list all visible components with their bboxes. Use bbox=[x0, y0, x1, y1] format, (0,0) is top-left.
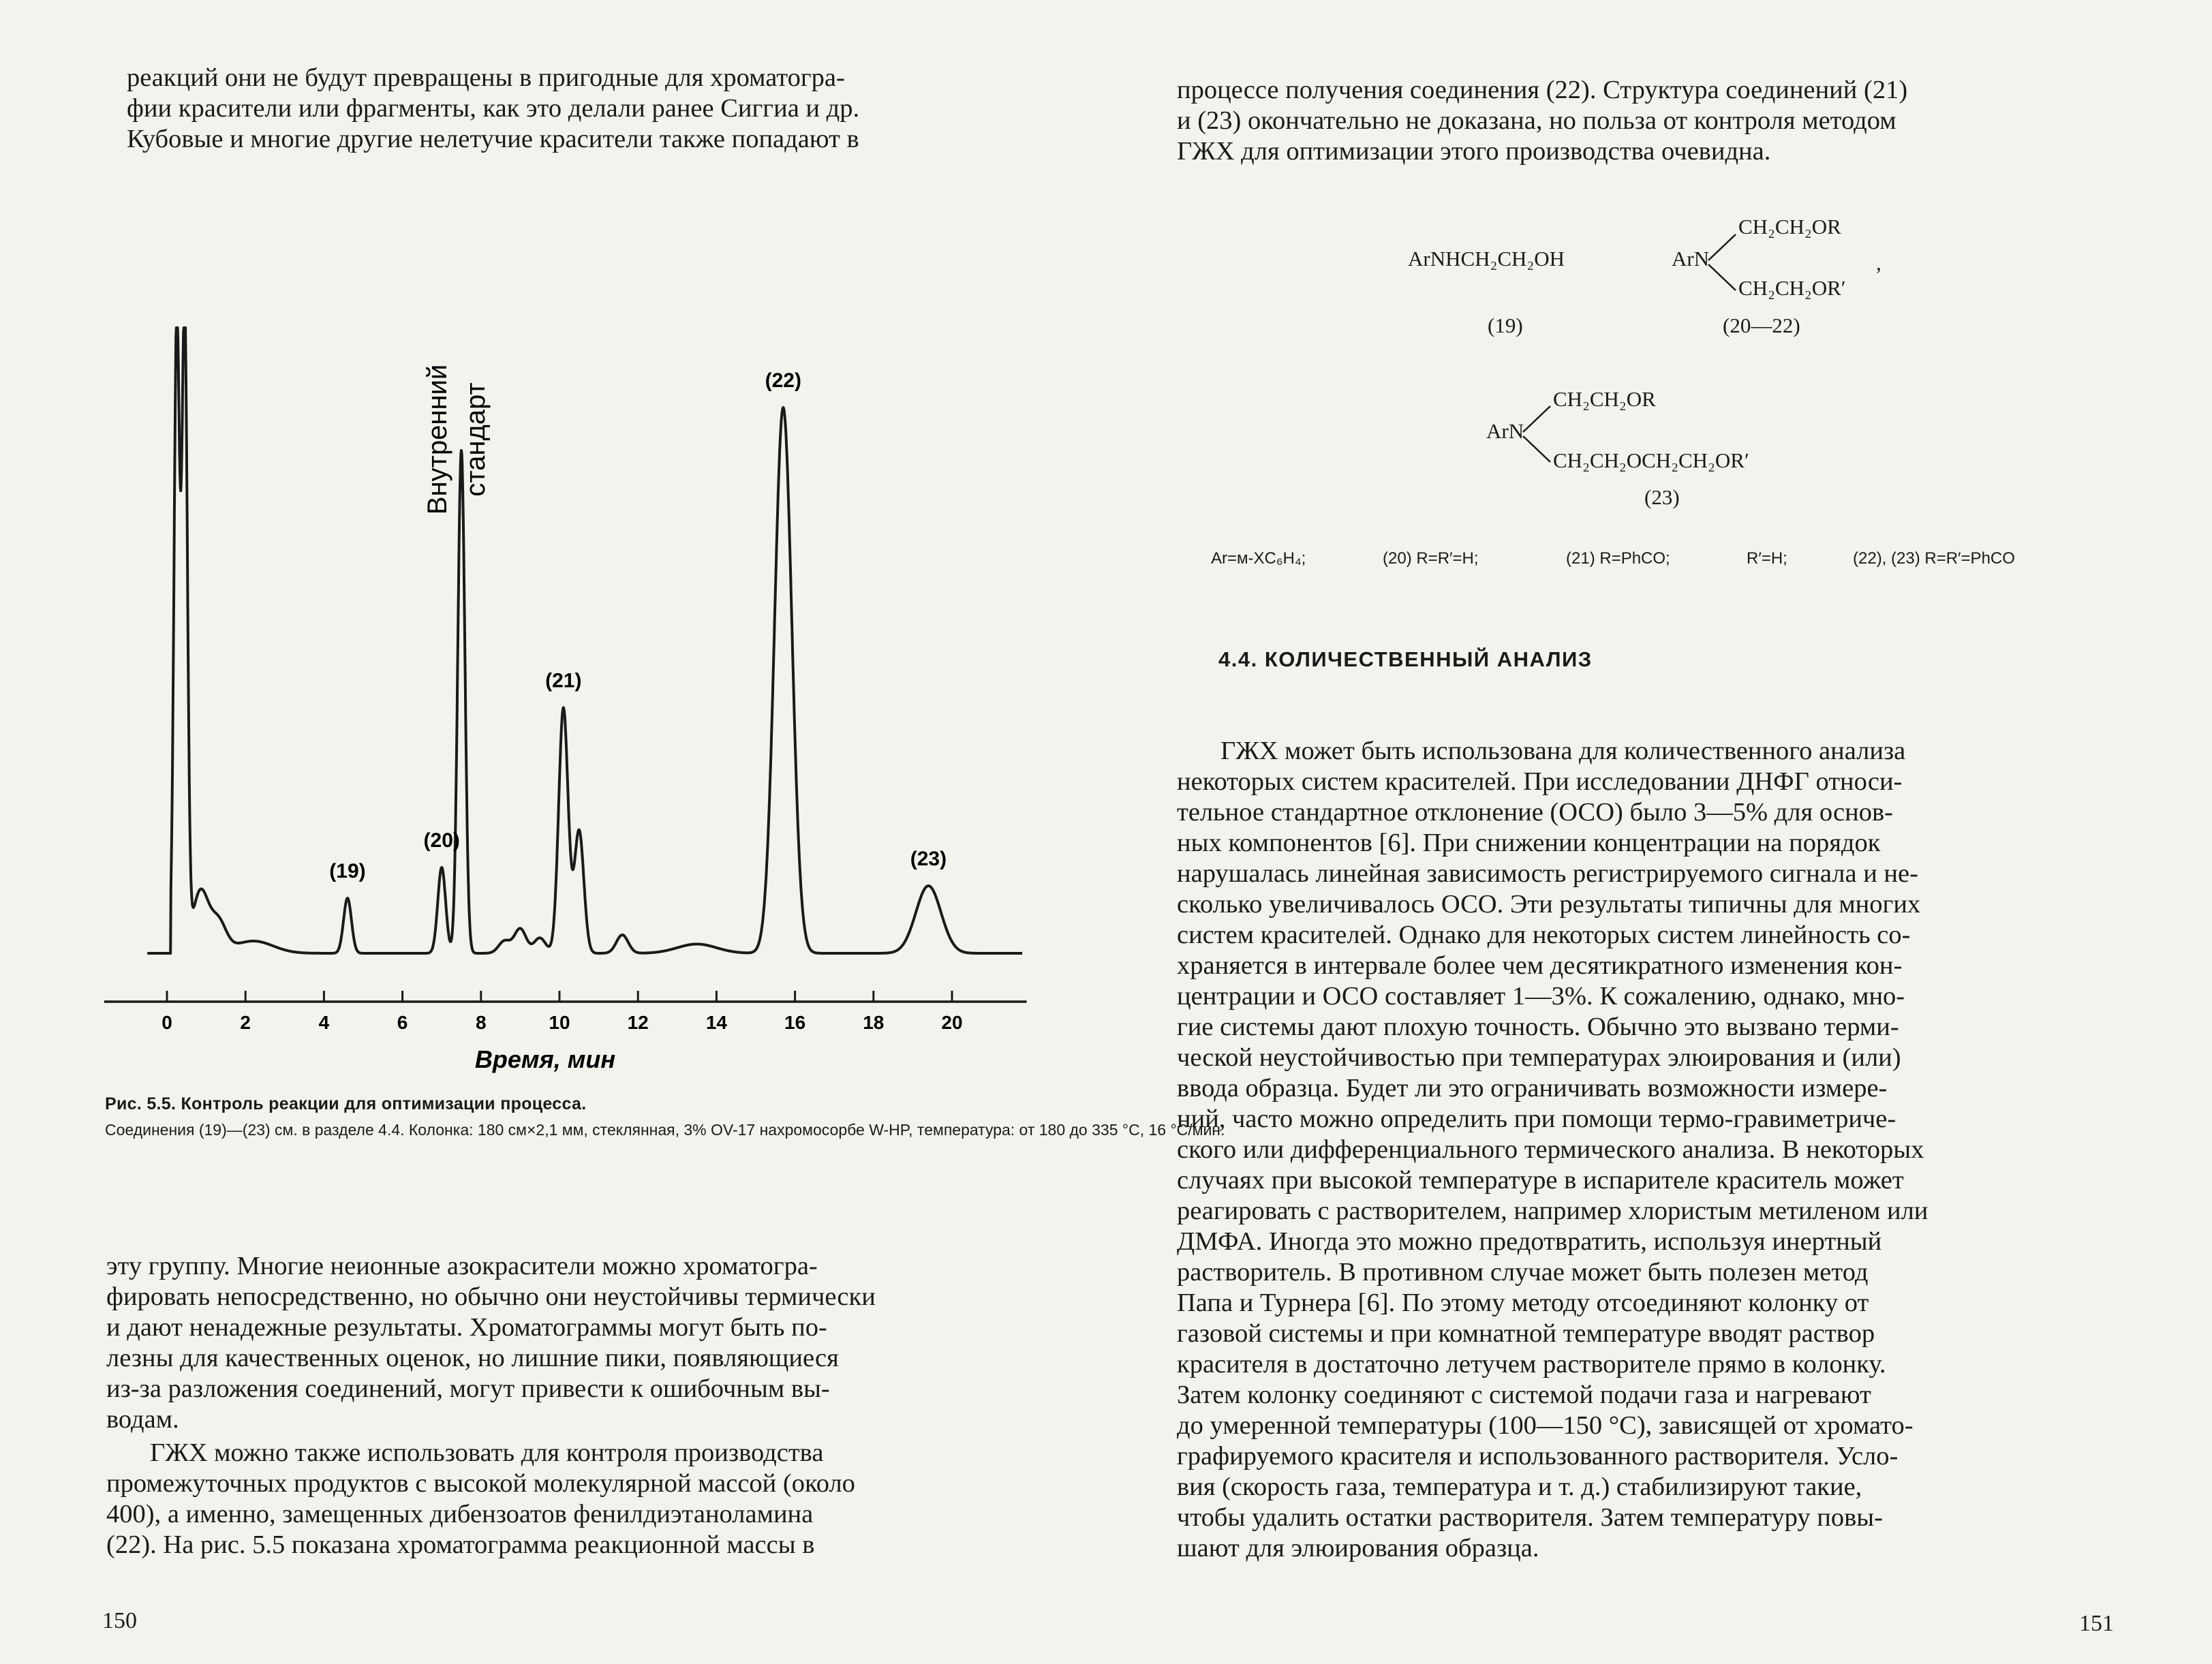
text-line: фии красители или фрагменты, как это делали ранее Сиггиа и др. bbox=[127, 94, 860, 123]
x-tick-label: 12 bbox=[627, 1012, 649, 1033]
formula-legend-ar: Ar=м-XC₆H₄; bbox=[1211, 549, 1306, 568]
figure-caption-title: Рис. 5.5. Контроль реакции для оптимизации процесса. bbox=[105, 1094, 587, 1113]
text-line: лезны для качественных оценок, но лишние пики, появляющиеся bbox=[106, 1344, 839, 1372]
text-line: ввода образца. Будет ли это ограничивать возможности измере- bbox=[1177, 1074, 1888, 1103]
text-line: промежуточных продуктов с высокой молекулярной массой (около bbox=[106, 1469, 855, 1498]
text-line: Затем колонку соединяют с системой подачи газа и нагревают bbox=[1177, 1381, 1871, 1409]
left-top-paragraph bbox=[127, 63, 1060, 155]
text-line: из-за разложения соединений, могут привести к ошибочным вы- bbox=[106, 1374, 830, 1403]
text-line: хромосорбе W-HP, температура: от 180 до 335 °C, 16 °C/мин. bbox=[777, 1121, 1225, 1139]
text-line: центрации и ОСО составляет 1—3%. К сожалению, однако, мно- bbox=[1177, 982, 1905, 1011]
text-line: водам. bbox=[106, 1405, 179, 1434]
text-line: фировать непосредственно, но обычно они неустойчивы термически bbox=[106, 1282, 876, 1311]
peak-labels bbox=[329, 365, 947, 882]
text-line: 400), а именно, замещенных дибензоатов фенилдиэтаноламина bbox=[106, 1500, 814, 1528]
text-line: нарушалась линейная зависимость регистрируемого сигнала и не- bbox=[1177, 859, 1918, 888]
text-line: реакций они не будут превращены в пригодные для хроматогра- bbox=[127, 63, 845, 92]
text-line: некоторых систем красителей. При исследовании ДНФГ относи- bbox=[1177, 767, 1903, 796]
text-line: эту группу. Многие неионные азокрасители можно хроматогра- bbox=[106, 1252, 818, 1280]
formula-23-number: (23) bbox=[1644, 485, 1680, 509]
chart-ticks bbox=[162, 991, 962, 1033]
text-line: Соединения (19)—(23) см. в разделе 4.4. Колонка: 180 см×2,1 мм, стеклянная, 3% OV-17 на bbox=[105, 1121, 778, 1139]
text-line: шают для элюирования образца. bbox=[1177, 1534, 1539, 1562]
formula-legend-20: (20) R=R′=H; bbox=[1383, 549, 1479, 568]
formula-legend-21: (21) R=PhCO; bbox=[1566, 549, 1670, 568]
x-tick-label: 20 bbox=[941, 1012, 963, 1033]
formula-20-top: CH₂CH₂OR bbox=[1738, 215, 1841, 238]
text-line: ГЖХ можно также использовать для контроля производства bbox=[150, 1438, 824, 1467]
text-line: ГЖХ может быть использована для количественного анализа bbox=[1220, 737, 1906, 765]
formula-23-bottom: CH₂CH₂OCH₂CH₂OR′ bbox=[1553, 448, 1749, 472]
page-number-right: 151 bbox=[2079, 1611, 2114, 1636]
formula-20-comma: , bbox=[1876, 251, 1881, 275]
formula-legend-22-23: (22), (23) R=R′=PhCO bbox=[1853, 549, 2015, 568]
x-tick-label: 16 bbox=[784, 1012, 806, 1033]
x-tick-label: 14 bbox=[705, 1012, 727, 1033]
text-line: ского или дифференциального термического анализа. В некоторых bbox=[1177, 1135, 1924, 1164]
right-main-paragraph bbox=[1177, 736, 2117, 1564]
text-line: гие системы дают плохую точность. Обычно это вызвано терми- bbox=[1177, 1013, 1899, 1041]
formula-23-top: CH₂CH₂OR bbox=[1553, 387, 1656, 411]
formula-20-number: (20—22) bbox=[1723, 313, 1800, 337]
text-line: ний, часто можно определить при помощи термо-гравиметриче- bbox=[1177, 1105, 1896, 1133]
text-line: газовой системы и при комнатной температуре вводят раствор bbox=[1177, 1319, 1875, 1348]
formula-19-number: (19) bbox=[1488, 313, 1523, 337]
text-line: вия (скорость газа, температура и т. д.) стабилизируют такие, bbox=[1177, 1473, 1862, 1501]
formula-19: ArNHCH₂CH₂OH bbox=[1408, 247, 1565, 271]
text-line: сколько увеличивалось ОСО. Эти результаты типичны для многих bbox=[1177, 890, 1921, 919]
text-line: процессе получения соединения (22). Структура соединений (21) bbox=[1177, 76, 1908, 104]
text-line: ных компонентов [6]. При снижении концентрации на порядок bbox=[1177, 829, 1881, 857]
text-line: систем красителей. Однако для некоторых систем линейность со- bbox=[1177, 921, 1911, 949]
peak-label: (20) bbox=[423, 829, 460, 852]
left-bottom-paragraph-2 bbox=[106, 1438, 1044, 1560]
text-line: ческой неустойчивостью при температурах элюирования и (или) bbox=[1177, 1043, 1901, 1072]
text-line: храняется в интервале более чем десятикратного изменения кон- bbox=[1177, 951, 1903, 980]
text-line: Папа и Турнера [6]. По этому методу отсоединяют колонку от bbox=[1177, 1289, 1869, 1317]
formula-23-arn: ArN bbox=[1486, 419, 1524, 443]
page-number-left: 150 bbox=[102, 1608, 137, 1633]
internal-standard-label: Внутренний bbox=[423, 364, 452, 515]
text-line: до умеренной температуры (100—150 °C), зависящей от хромато- bbox=[1177, 1411, 1914, 1440]
section-heading: 4.4. КОЛИЧЕСТВЕННЫЙ АНАЛИЗ bbox=[1218, 647, 1593, 671]
x-tick-label: 6 bbox=[397, 1012, 408, 1033]
text-line: Кубовые и многие другие нелетучие красители также попадают в bbox=[127, 125, 859, 153]
text-line: красителя в достаточно летучем растворителе прямо в колонку. bbox=[1177, 1350, 1886, 1378]
formula-legend-r-prime: R′=H; bbox=[1747, 549, 1787, 568]
text-line: реагировать с растворителем, например хлористым метиленом или bbox=[1177, 1197, 1929, 1225]
peak-label: (23) bbox=[910, 848, 947, 870]
formula-20-bottom: CH₂CH₂OR′ bbox=[1738, 276, 1846, 300]
text-line: случаях при высокой температуре в испарителе краситель может bbox=[1177, 1166, 1904, 1195]
formula-20-arn: ArN bbox=[1672, 247, 1710, 271]
internal-standard-label: стандарт bbox=[461, 382, 491, 497]
right-page bbox=[1106, 0, 2212, 1664]
figure-caption-body bbox=[105, 1121, 1225, 1139]
x-tick-label: 4 bbox=[318, 1012, 330, 1033]
x-tick-label: 18 bbox=[863, 1012, 885, 1033]
peak-label: (22) bbox=[765, 369, 801, 392]
chromatogram bbox=[82, 204, 1049, 1090]
peak-label: (19) bbox=[329, 859, 366, 882]
text-line: и дают ненадежные результаты. Хроматограммы могут быть по- bbox=[106, 1313, 827, 1342]
text-line: чтобы удалить остатки растворителя. Затем температуру повы- bbox=[1177, 1503, 1883, 1532]
left-bottom-paragraph-1 bbox=[106, 1251, 1044, 1435]
peak-label: (21) bbox=[545, 669, 582, 692]
text-line: (22). На рис. 5.5 показана хроматограмма реакционной массы в bbox=[106, 1530, 815, 1559]
text-line: тельное стандартное отклонение (ОСО) было 3—5% для основ- bbox=[1177, 798, 1893, 827]
right-top-paragraph bbox=[1177, 75, 2117, 167]
x-tick-label: 2 bbox=[240, 1012, 251, 1033]
x-axis-label: Время, мин bbox=[474, 1045, 616, 1073]
x-tick-label: 10 bbox=[549, 1012, 570, 1033]
text-line: графируемого красителя и использованного растворителя. Усло- bbox=[1177, 1442, 1899, 1470]
text-line: растворитель. В противном случае может быть полезен метод bbox=[1177, 1258, 1869, 1286]
x-tick-label: 8 bbox=[476, 1012, 487, 1033]
chromatogram-trace bbox=[147, 328, 1022, 953]
text-line: и (23) окончательно не доказана, но польза от контроля методом bbox=[1177, 106, 1896, 135]
text-line: ДМФА. Иногда это можно предотвратить, используя инертный bbox=[1177, 1227, 1882, 1256]
text-line: ГЖХ для оптимизации этого производства очевидна. bbox=[1177, 137, 1771, 166]
x-tick-label: 0 bbox=[162, 1012, 172, 1033]
